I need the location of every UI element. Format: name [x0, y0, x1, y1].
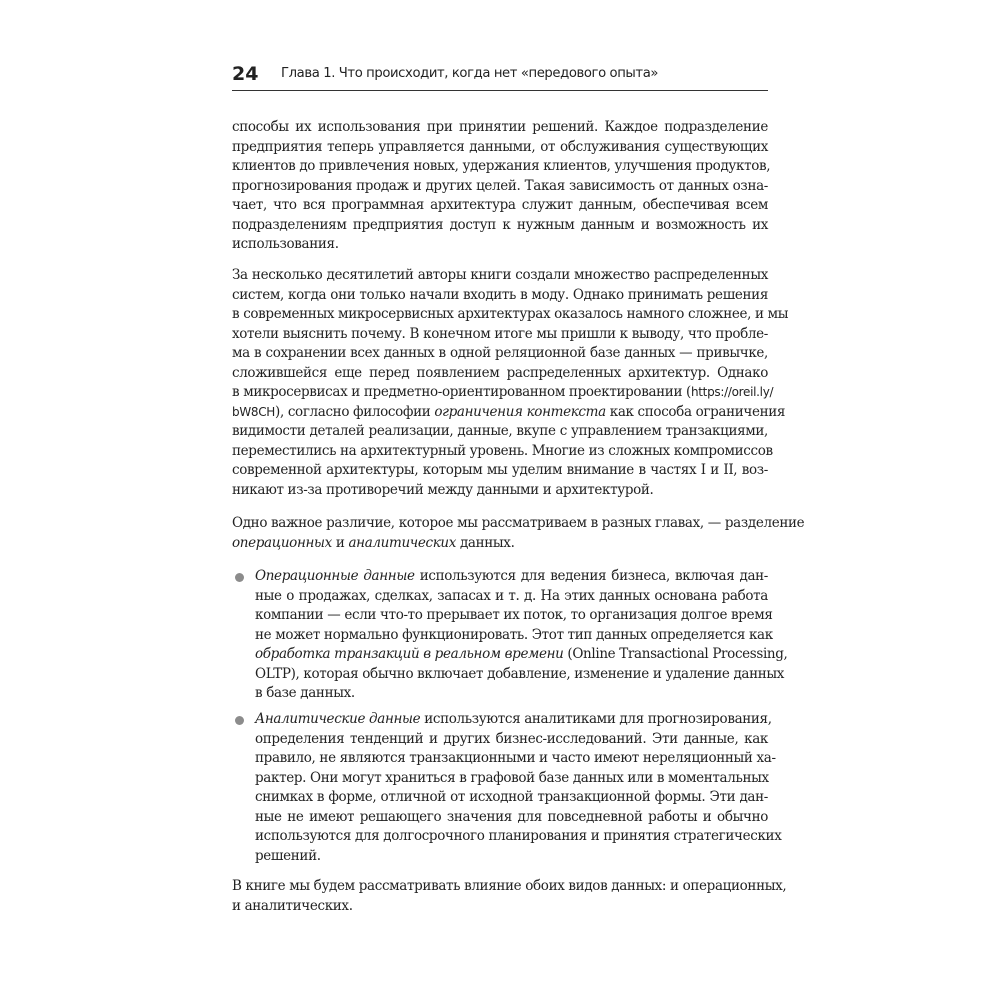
url-link[interactable]: https://oreil.ly/: [690, 385, 774, 399]
paragraph-3-line: [232, 534, 768, 554]
text-run: как способа ограничения: [605, 403, 786, 420]
paragraph-4-line: и аналитических.: [232, 897, 353, 914]
bullet-icon: [235, 716, 244, 725]
text-run: и: [331, 534, 349, 551]
italic-term: аналитических: [348, 534, 457, 551]
paragraph-2-line: ма в сохранении всех данных в одной реляционной базе данных — привычке,: [232, 345, 768, 361]
italic-term: Аналитические данные: [255, 711, 421, 727]
bullet-line: [255, 710, 772, 730]
paragraph-2-line: [232, 383, 774, 403]
text-run: в микросервисах и предметно-ориентированном проектировании (: [232, 384, 691, 400]
bullet-line: в базе данных.: [255, 685, 355, 701]
bullet-line: компании — если что-то прерывает их поток, то организация долгое время: [255, 607, 773, 623]
paragraph-1: [232, 118, 771, 255]
paragraph-3-line: Одно важное различие, которое мы рассматриваем в разных главах, — разделение: [232, 515, 805, 531]
bullet-line: ные не имеют решающего значения для повседневной работы и обычно: [255, 808, 768, 825]
paragraph-2-line: никают из-за противоречий между данными и архитектурой.: [232, 481, 654, 498]
paragraph-3: [232, 514, 805, 553]
bullet-line: [255, 567, 768, 587]
bullet-line: ные о продажах, сделках, запасах и т. д. На этих данных основана работа: [255, 587, 768, 604]
paragraph-1-line: чает, что вся программная архитектура служит данным, обеспечивая всем: [232, 197, 768, 213]
paragraph-4: [232, 877, 787, 916]
paragraph-1-line: клиентов до привлечения новых, удержания клиентов, улучшения продуктов,: [232, 158, 771, 174]
bullet-text: [255, 710, 782, 866]
italic-term: обработка транзакций в реальном времени: [255, 646, 564, 662]
paragraph-1-line: способы их использования при принятии решений. Каждое подразделение: [232, 119, 768, 135]
paragraph-2: [232, 266, 789, 500]
bullet-line: OLTP), которая обычно включает добавление, изменение и удаление данных: [255, 665, 785, 682]
bullet-line: определения тенденций и других бизнес-исследований. Эти данные, как: [255, 730, 768, 747]
text-run: используются для ведения бизнеса, включая дан-: [414, 568, 768, 584]
bullet-line: решений.: [255, 847, 321, 864]
running-title: Глава 1. Что происходит, когда нет «передового опыта»: [281, 66, 659, 81]
bullet-line: правило, не являются транзакционными и часто имеют нереляционный ха-: [255, 750, 776, 766]
bullet-line: снимках в форме, отличной от исходной транзакционной формы. Эти дан-: [255, 789, 768, 805]
bullet-line: используются для долгосрочного планирования и принятия стратегических: [255, 828, 782, 844]
url-link-continued[interactable]: bW8CH: [232, 404, 276, 419]
paragraph-2-line: [232, 403, 786, 423]
paragraph-4-line: В книге мы будем рассматривать влияние обоих видов данных: и операционных,: [232, 878, 787, 894]
italic-term: ограничения контекста: [434, 403, 606, 420]
text-run: данных.: [456, 534, 515, 551]
bullet-line: [255, 645, 788, 665]
bullet-line: не может нормально функционировать. Этот тип данных определяется как: [255, 626, 773, 643]
paragraph-2-line: переместились на архитектурный уровень. Многие из сложных компромиссов: [232, 442, 773, 459]
paragraph-1-line: использования.: [232, 236, 339, 252]
italic-term: Операционные данные: [255, 568, 415, 584]
page-number: 24: [232, 63, 259, 85]
italic-term: операционных: [232, 534, 332, 551]
bullet-text: [255, 567, 788, 704]
bullet-line: рактер. Они могут храниться в графовой базе данных или в моментальных: [255, 769, 769, 786]
paragraph-2-line: современной архитектуры, которым мы уделим внимание в частях I и II, воз-: [232, 462, 768, 478]
paragraph-1-line: предприятия теперь управляется данными, от обслуживания существующих: [232, 138, 768, 155]
paragraph-2-line: За несколько десятилетий авторы книги создали множество распределенных: [232, 267, 768, 283]
paragraph-2-line: систем, когда они только начали входить в моду. Однако принимать решения: [232, 286, 768, 303]
text-run: (Online Transactional Processing,: [563, 646, 788, 662]
page-header: [232, 58, 768, 91]
paragraph-2-line: сложившейся еще перед появлением распределенных архитектур. Однако: [232, 364, 768, 381]
paragraph-1-line: подразделениям предприятия доступ к нужным данным и возможность их: [232, 216, 768, 233]
paragraph-2-line: видимости деталей реализации, данные, вкупе с управлением транзакциями,: [232, 423, 768, 439]
paragraph-2-line: в современных микросервисных архитектурах оказалось намного сложнее, и мы: [232, 306, 789, 322]
bullet-icon: [235, 573, 244, 582]
paragraph-1-line: прогнозирования продаж и других целей. Такая зависимость от данных озна-: [232, 177, 768, 194]
paragraph-2-line: хотели выяснить почему. В конечном итоге мы пришли к выводу, что пробле-: [232, 325, 768, 342]
text-run: используются аналитиками для прогнозирования,: [420, 711, 772, 727]
text-run: ), согласно философии: [275, 403, 435, 420]
